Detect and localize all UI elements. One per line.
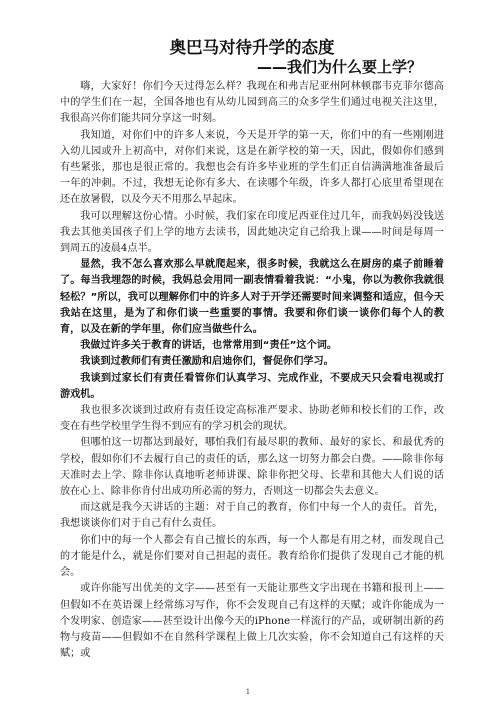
paragraph: 或许你能写出优美的文字——甚至有一天能让那些文字出现在书籍和报刊上——但假如不在英语课上经常练习写作，你不会发现自己有这样的天赋；或许你能成为一个发明家、创造家——甚至设计出像今天的iPhone一样流行的产品，或研制出新的药物与疫苗——但假如不在自然科学课程上做上几次实验，你不会知道自己有这样的天赋；或 [60, 583, 444, 660]
page-number: 1 [245, 688, 251, 696]
paragraph: 我谈到过家长们有责任看管你们认真学习、完成作业，不要成天只会看电视或打游戏机。 [60, 372, 444, 400]
paragraph: 我谈到过教师们有责任激励和启迪你们，督促你们学习。 [80, 356, 334, 368]
paragraph: 嗨，大家好！你们今天过得怎么样？我现在和弗吉尼亚州阿林顿郡韦克菲尔德高中的学生们在一起，全国各地也有从幼儿园到高三的众多学生们通过电视关注这里，我很高兴你们能共同分享这一时刻。 [60, 81, 444, 125]
document-body [60, 79, 444, 662]
paragraph: 我也很多次谈到过政府有责任设定高标准严要求、协助老师和校长们的工作，改变在有些学校里学生得不到应有的学习机会的现状。 [60, 405, 444, 433]
paragraph: 显然，我不怎么喜欢那么早就爬起来，很多时候，我就这么在厨房的桌子前睡着了。每当我埋怨的时候，我妈总会用同一副表情看着我说：“小鬼，你以为教你我就很轻松？”所以，我可以理解你们中的许多人对于开学还需要时间来调整和适应，但今天我站在这里，是为了和你们谈一些重要的事情。我要和你们谈一谈你们每个人的教育，以及在新的学年里，你们应当做些什么。 [60, 259, 444, 336]
paragraph: 你们中的每一个人都会有自己擅长的东西，每一个人都是有用之材，而发现自己的才能是什么，就是你们要对自己担起的责任。教育给你们提供了发现自己才能的机会。 [60, 534, 444, 579]
document-title: 奥巴马对待升学的态度 [169, 38, 335, 57]
document-page [60, 38, 444, 662]
paragraph: 我可以理解这份心情。小时候，我们家在印度尼西亚住过几年，而我妈妈没钱送我去其他美国孩子们上学的地方去读书，因此她决定自己给我上课——时间是每周一到周五的凌晨4点半。 [60, 210, 444, 255]
paragraph: 我知道，对你们中的许多人来说，今天是开学的第一天，你们中的有一些刚刚进入幼儿园或升上初高中，对你们来说，这是在新学校的第一天，因此，假如你们感到有些紧张，那也是很正常的。我想也会有许多毕业班的学生们正自信满满地准备最后一年的冲刺。不过，我想无论你有多大、在读哪个年级，许多人都打心底里希望现在还在放暑假，以及今天不用那么早起床。 [60, 129, 444, 206]
paragraph: 但哪怕这一切都达到最好，哪怕我们有最尽职的教师、最好的家长、和最优秀的学校，假如你们不去履行自己的责任的话，那么这一切努力都会白费。——除非你每天准时去上学、除非你认真地听老师讲课、除非你把父母、长辈和其他大人们说的话放在心上、除非你肯付出成功所必需的努力，否则这一切都会失去意义。 [60, 437, 444, 498]
paragraph: 我做过许多关于教育的讲话，也常常用到“责任”这个词。 [80, 340, 338, 352]
document-subtitle: ——我们为什么要上学？ [256, 58, 422, 76]
paragraph: 而这就是我今天讲话的主题：对于自己的教育，你们中每一个人的责任。首先，我想谈谈你们对于自己有什么责任。 [60, 502, 444, 530]
